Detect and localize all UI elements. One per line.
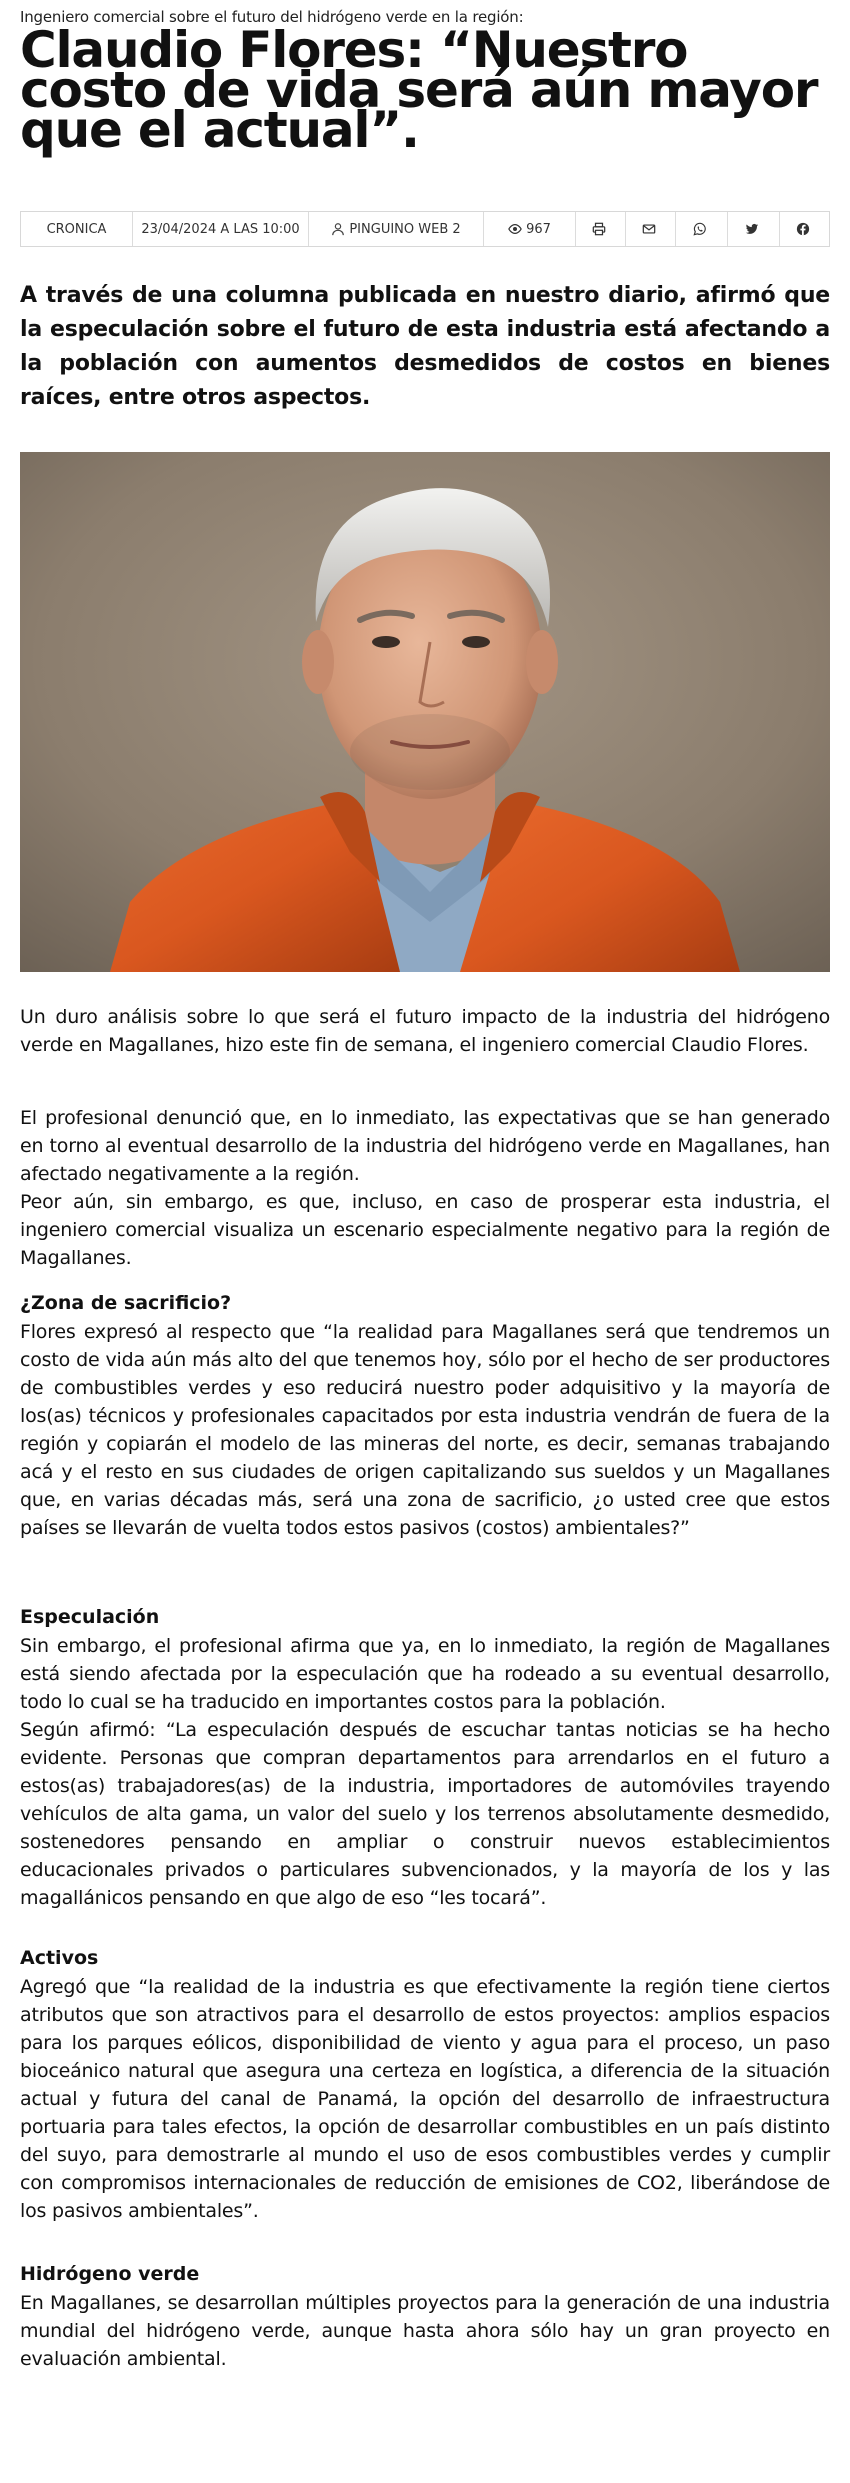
section-heading-especulacion: Especulación bbox=[20, 1606, 160, 1628]
article-photo bbox=[20, 452, 830, 972]
paragraph-7: Agregó que “la realidad de la industria es que efectivamente la región tiene ciertos atributos que son atractivos para el desarrollo de estos proyectos: amplios espacios para los parques eólicos, disponibilidad de viento y agua para el proceso, un paso bioceánico natural que asegura una certeza en logística, a diferencia de la situación actual y futura del canal de Panamá, la opción del desarrollo de infraestructura portuaria para tales efectos, la opción de desarrollar combustibles en un país distinto del suyo, para demostrarle al mundo el uso de esos combustibles verdes y cumplir con compromisos internacionales de reducción de emisiones de CO2, liberándose de los pasivos ambientales”. bbox=[20, 1976, 830, 2222]
twitter-icon bbox=[745, 222, 759, 236]
paragraph-1: Un duro análisis sobre lo que será el futuro impacto de la industria del hidrógeno verde en Magallanes, hizo este fin de semana, el ingeniero comercial Claudio Flores. bbox=[20, 1006, 830, 1056]
facebook-share-button[interactable] bbox=[780, 212, 829, 246]
whatsapp-share-button[interactable] bbox=[676, 212, 728, 246]
section-heading-zona: ¿Zona de sacrificio? bbox=[20, 1292, 232, 1314]
article-title: Claudio Flores: “Nuestro costo de vida será aún mayor que el actual”. bbox=[20, 21, 818, 159]
paragraph-5: Sin embargo, el profesional afirma que ya, en lo inmediato, la región de Magallanes está siendo afectada por la especulación que ha rodeado a su eventual desarrollo, todo lo cual se ha traducido en importantes costos para la población. bbox=[20, 1635, 830, 1713]
paragraph-6: Según afirmó: “La especulación después de escuchar tantas noticias se ha hecho evidente. Personas que compran departamentos para arrendarlos en el futuro a estos(as) trabajadores(as) de la industria, importadores de automóviles trayendo vehículos de alta gama, un valor del suelo y los terrenos absolutamente desmedido, sostenedores pensando en ampliar o construir nuevos establecimientos educacionales privados o particulares subvencionados, y la mayoría de los y las magallánicos pensando en que algo de eso “les tocará”. bbox=[20, 1719, 830, 1909]
eye-icon bbox=[508, 222, 522, 236]
twitter-share-button[interactable] bbox=[728, 212, 780, 246]
paragraph-8: En Magallanes, se desarrollan múltiples proyectos para la generación de una industria mundial del hidrógeno verde, aunque hasta ahora sólo hay un gran proyecto en evaluación ambiental. bbox=[20, 2292, 830, 2370]
section-heading-hidrogeno: Hidrógeno verde bbox=[20, 2263, 200, 2285]
view-count bbox=[484, 212, 576, 246]
author-label: PINGUINO WEB 2 bbox=[349, 221, 461, 237]
article-lead: A través de una columna publicada en nuestro diario, afirmó que la especulación sobre el futuro de esta industria está afectando a la población con aumentos desmedidos de costos en bienes raíces, entre otros aspectos. bbox=[20, 283, 830, 410]
envelope-icon bbox=[642, 222, 656, 236]
facebook-icon bbox=[796, 222, 810, 236]
whatsapp-icon bbox=[693, 222, 707, 236]
publish-date bbox=[133, 212, 309, 246]
article-meta-bar bbox=[20, 211, 830, 247]
category-label: CRONICA bbox=[46, 221, 107, 237]
section-heading-activos: Activos bbox=[20, 1947, 99, 1969]
article-kicker: Ingeniero comercial sobre el futuro del hidrógeno verde en la región: bbox=[20, 8, 524, 26]
paragraph-2: El profesional denunció que, en lo inmediato, las expectativas que se han generado en torno al eventual desarrollo de la industria del hidrógeno verde en Magallanes, han afectado negativamente a la región. bbox=[20, 1107, 830, 1185]
print-button[interactable] bbox=[576, 212, 626, 246]
author-link[interactable] bbox=[309, 212, 484, 246]
print-icon bbox=[592, 222, 606, 236]
paragraph-4: Flores expresó al respecto que “la realidad para Magallanes será que tendremos un costo de vida aún más alto del que tenemos hoy, sólo por el hecho de ser productores de combustibles verdes y eso reducirá nuestro poder adquisitivo y la mayoría de los(as) técnicos y profesionales capacitados por esta industria vendrán de fuera de la región y copiarán el modelo de las mineras del norte, es decir, semanas trabajando acá y el resto en sus ciudades de origen capitalizando sus sueldos y un Magallanes que, en varias décadas más, será una zona de sacrificio, ¿o usted cree que estos países se llevarán de vuelta todos estos pasivos (costos) ambientales?” bbox=[20, 1321, 830, 1539]
email-share-button[interactable] bbox=[626, 212, 676, 246]
portrait-image bbox=[20, 452, 830, 972]
views-label: 967 bbox=[526, 221, 551, 237]
category-link[interactable] bbox=[21, 212, 133, 246]
date-label: 23/04/2024 A LAS 10:00 bbox=[141, 221, 300, 237]
user-icon bbox=[331, 222, 345, 236]
paragraph-3: Peor aún, sin embargo, es que, incluso, en caso de prosperar esta industria, el ingeniero comercial visualiza un escenario especialmente negativo para la región de Magallanes. bbox=[20, 1191, 830, 1269]
